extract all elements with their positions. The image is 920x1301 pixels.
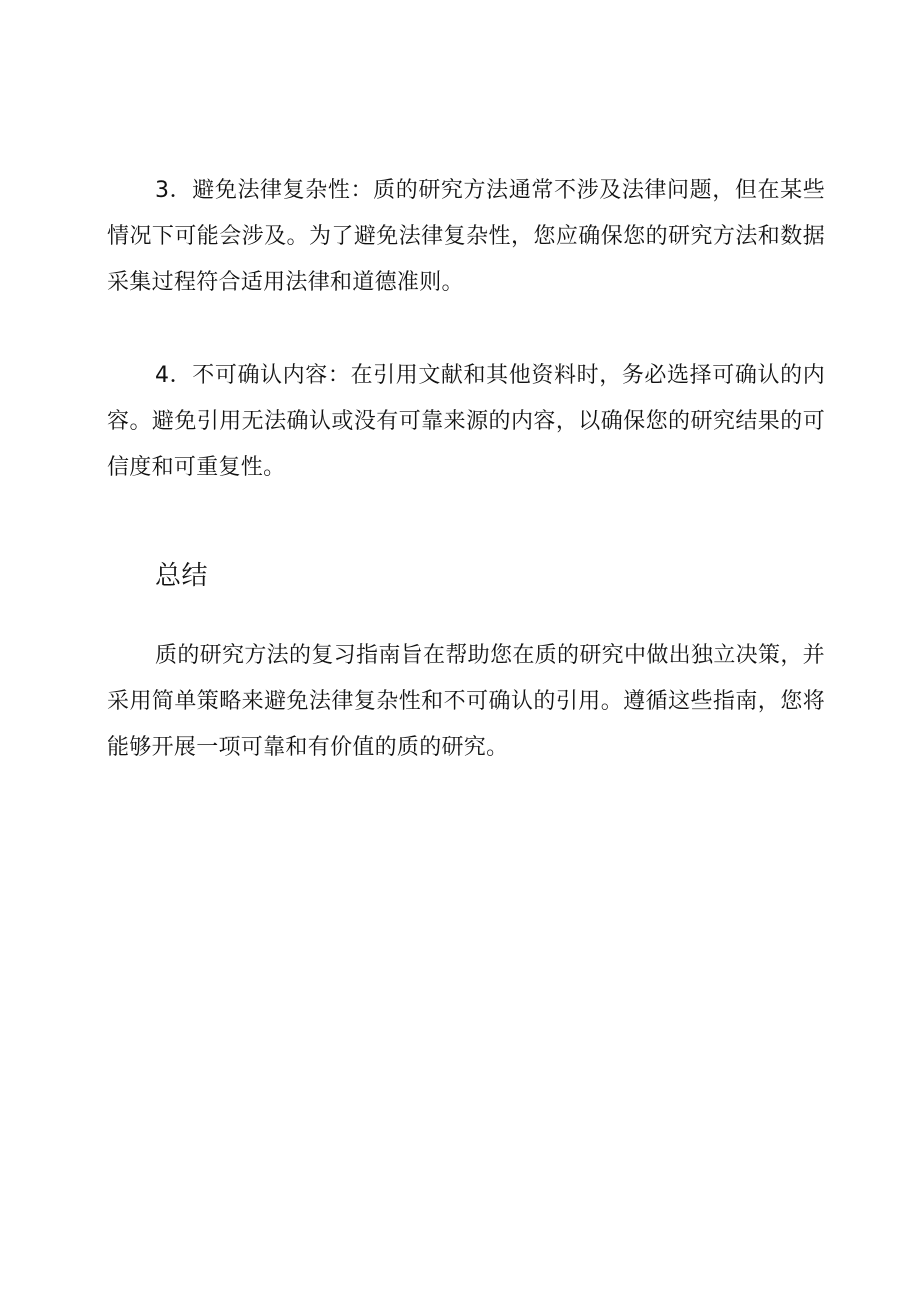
paragraph-avoid-legal-complexity: 3．避免法律复杂性：质的研究方法通常不涉及法律问题，但在某些情况下可能会涉及。为了避免法律复杂性，您应确保您的研究方法和数据采集过程符合适用法律和道德准则。 [107, 178, 825, 295]
document-body [107, 168, 825, 771]
paragraph-unverifiable-content: 4．不可确认内容：在引用文献和其他资料时，务必选择可确认的内容。避免引用无法确认或没有可靠来源的内容，以确保您的研究结果的可信度和可重复性。 [107, 363, 825, 480]
section-heading-summary: 总结 [155, 561, 209, 591]
summary-paragraph: 质的研究方法的复习指南旨在帮助您在质的研究中做出独立决策，并采用简单策略来避免法律复杂性和不可确认的引用。遵循这些指南，您将能够开展一项可靠和有价值的质的研究。 [107, 643, 825, 760]
